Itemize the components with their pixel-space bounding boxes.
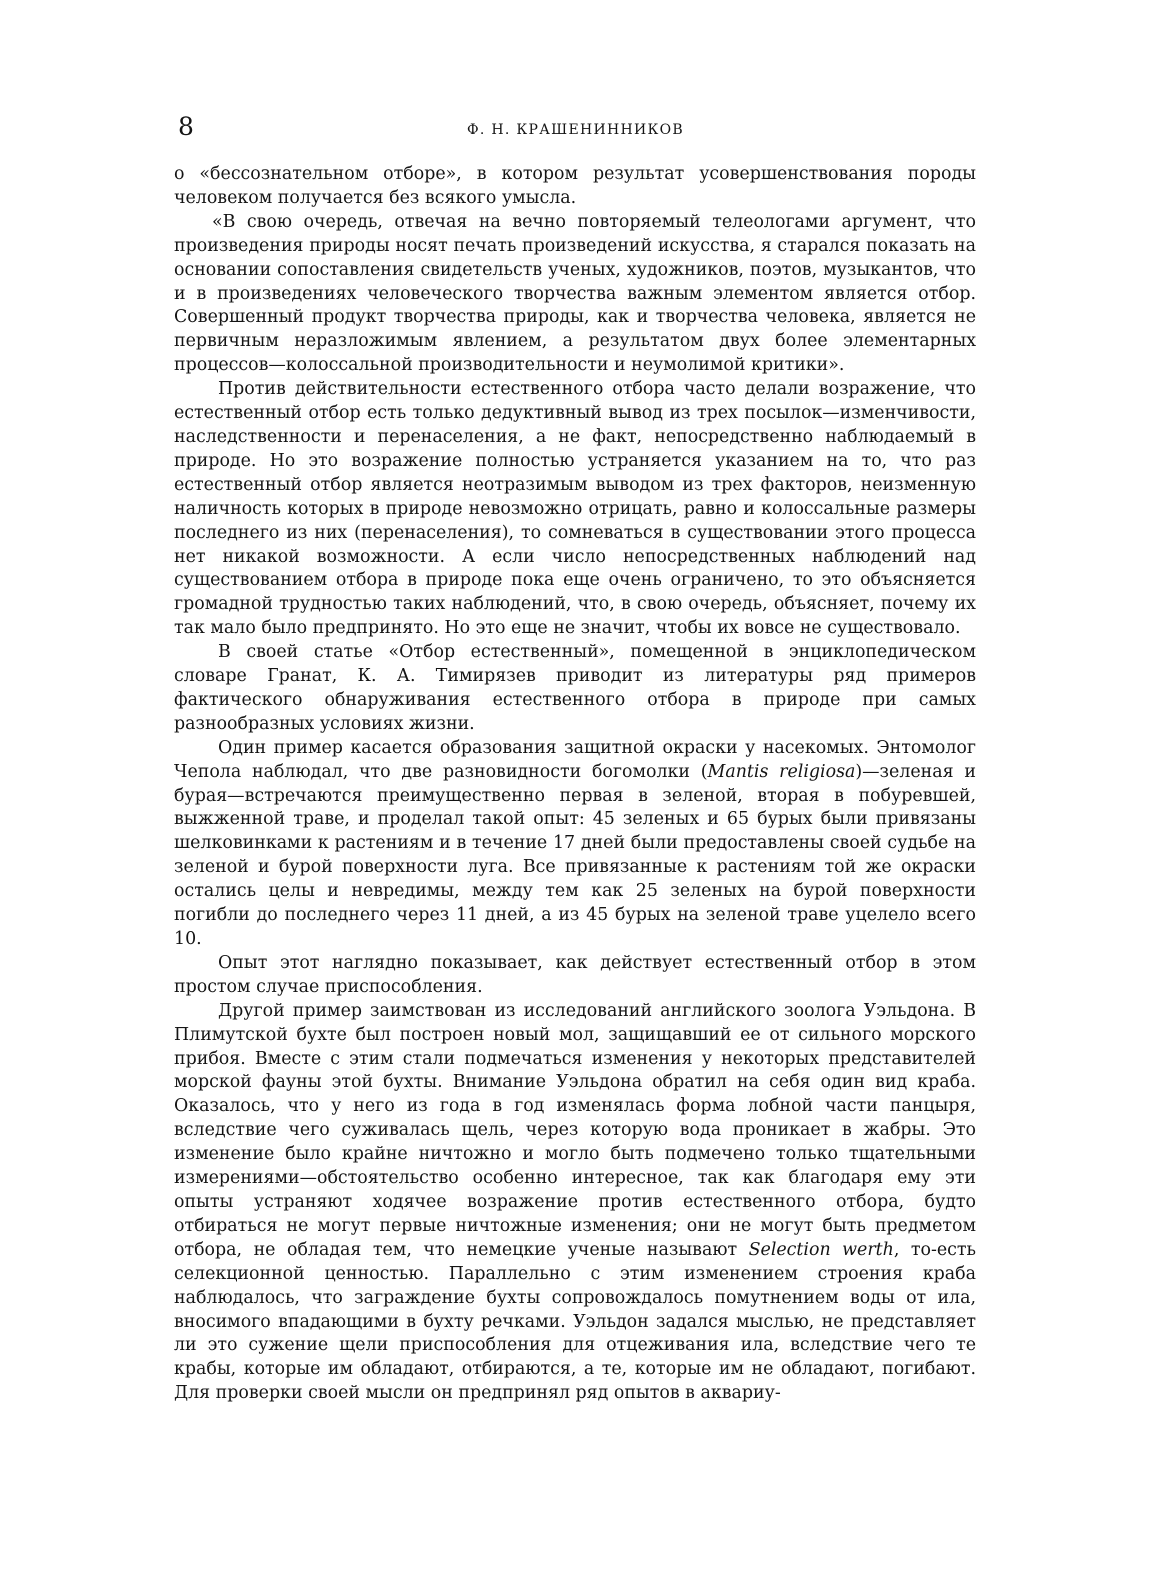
paragraph-7 — [174, 1000, 976, 1406]
paragraph-5-text-b: )—зеленая и бурая—встречаются преимущественно первая в зеленой, вторая в побуревшей, выжженной траве, и проделал такой опыт: 45 зеленых и 65 бурых были привязаны шелковинками к растениям и в течение 17 дней были предоставлены своей судьбе на зеленой и бурой поверхности луга. Все привязанные к растениям той же окраски остались целы и невредимы, между тем как 25 зеленых на бурой поверхности погибли до последнего через 11 дней, а из 45 бурых на зеленой траве уцелело всего 10. — [174, 761, 976, 949]
page-header — [178, 112, 973, 146]
body-text — [174, 163, 976, 1406]
paragraph-7-text-b: , то-есть селекционной ценностью. Параллельно с этим изменением строения краба наблюдалось, что заграждение бухты сопровождалось помутнением воды от ила, вносимого впадающими в бухту речками. Уэльдон задался мыслью, не представляет ли это сужение щели приспособления для отцеживания ила, вследствие чего те крабы, которые им обладают, отбираются, а те, которые им не обладают, погибают. Для проверки своей мысли он предпринял ряд опытов в аквариу- — [174, 1239, 976, 1404]
species-name-italic: Mantis religiosa — [707, 761, 856, 782]
running-head: Ф. Н. КРАШЕНИННИКОВ — [466, 122, 685, 138]
paragraph-5 — [174, 737, 976, 952]
paragraph-6: Опыт этот наглядно показывает, как действует естественный отбор в этом простом случае приспособления. — [174, 952, 976, 997]
paragraph-quote: «В свою очередь, отвечая на вечно повторяемый телеологами аргумент, что произведения природы носят печать произведений искусства, я старался показать на основании сопоставления свидетельств ученых, художников, поэтов, музыкантов, что и в произведениях человеческого творчества важным элементом является отбор. Совершенный продукт творчества природы, как и творчества человека, является не первичным неразложимым явлением, а результатом двух более элементарных процессов—колоссальной производительности и неумолимой критики». — [174, 211, 976, 376]
paragraph-7-text-a: Другой пример заимствован из исследований английского зоолога Уэльдона. В Плимутской бухте был построен новый мол, защищавший ее от сильного морского прибоя. Вместе с этим стали подмечаться изменения у некоторых представителей морской фауны этой бухты. Внимание Уэльдона обратил на себя один вид краба. Оказалось, что у него из года в год изменялась форма лобной части панцыря, вследствие чего суживалась щель, через которую вода проникает в жабры. Это изменение было крайне ничтожно и могло быть подмечено только тщательными измерениями—обстоятельство особенно интересное, так как благодаря ему эти опыты устраняют ходячее возражение против естественного отбора, будто отбираться не могут первые ничтожные изменения; они не могут быть предметом отбора, не обладая тем, что немецкие ученые называют — [174, 1000, 976, 1260]
german-term-italic: Selection werth — [748, 1239, 894, 1260]
paragraph-5-text-a: Один пример касается образования защитной окраски у насекомых. Энтомолог Чепола наблюдал, что две разновидности богомолки ( — [174, 737, 976, 782]
paragraph-3: Против действительности естественного отбора часто делали возражение, что естественный отбор есть только дедуктивный вывод из трех посылок—изменчивости, наследственности и перенаселения, а не факт, непосредственно наблюдаемый в природе. Но это возражение полностью устраняется указанием на то, что раз естественный отбор является неотразимым выводом из трех факторов, неизменную наличность которых в природе невозможно отрицать, равно и колоссальные размеры последнего из них (перенаселения), то сомневаться в существовании этого процесса нет никакой возможности. А если число непосредственных наблюдений над существованием отбора в природе пока еще очень ограничено, то это объясняется громадной трудностью таких наблюдений, что, в свою очередь, объясняет, почему их так мало было предпринято. Но это еще не значит, чтобы их вовсе не существовало. — [174, 379, 976, 639]
paragraph-4: В своей статье «Отбор естественный», помещенной в энциклопедическом словаре Гранат, К. А. Тимирязев приводит из литературы ряд примеров фактического обнаруживания естественного отбора в природе при самых разнообразных условиях жизни. — [174, 642, 976, 734]
page-number: 8 — [178, 112, 194, 141]
paragraph-1: о «бессознательном отборе», в котором результат усовершенствования породы человеком получается без всякого умысла. — [174, 164, 976, 208]
